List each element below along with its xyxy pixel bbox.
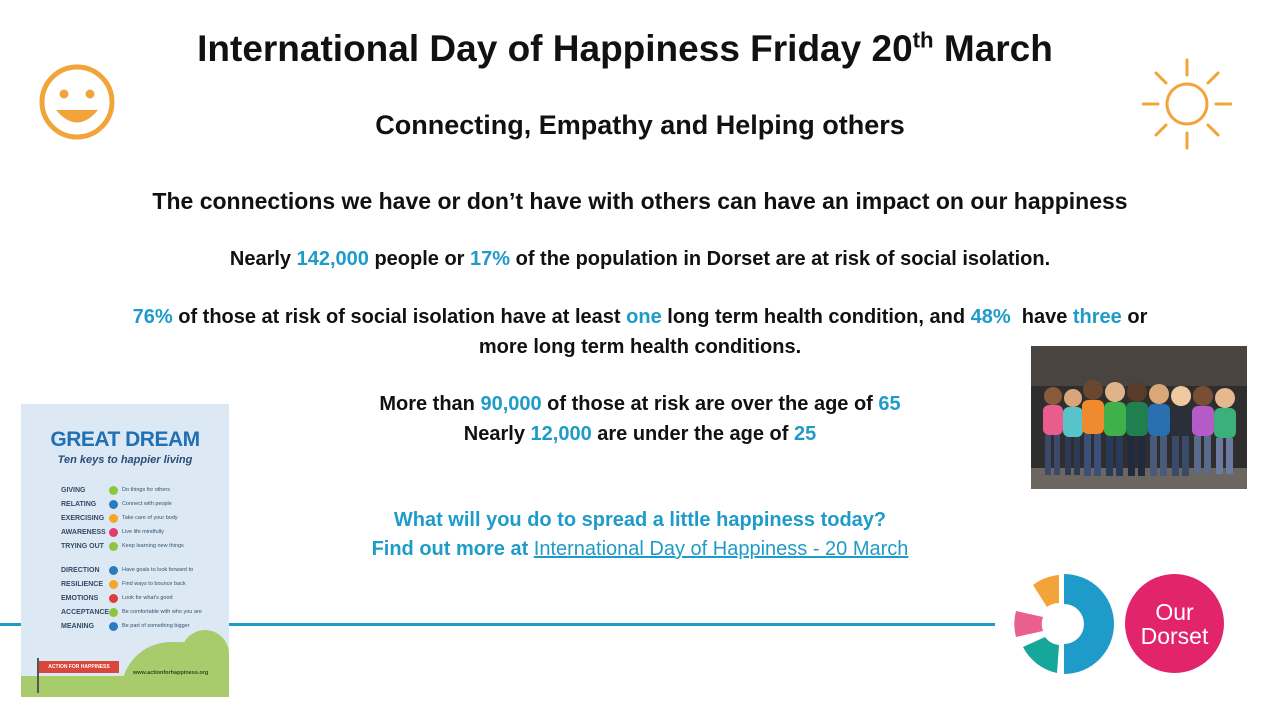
poster-key-name: TRYING OUT xyxy=(61,542,104,550)
poster-key-icon xyxy=(109,542,118,551)
poster-key-desc: Keep learning new things xyxy=(122,543,184,549)
poster-key-name: EMOTIONS xyxy=(61,594,99,602)
logo-text-line2: Dorset xyxy=(1140,622,1209,649)
stat2-number-1: 76% xyxy=(132,306,173,328)
title-end: March xyxy=(933,28,1053,69)
poster-key-row xyxy=(61,540,184,552)
poster-url: www.actionforhappiness.org xyxy=(133,670,209,676)
poster-flag: ACTION FOR HAPPINESS xyxy=(39,661,119,673)
stat4-number-1: 12,000 xyxy=(530,423,592,445)
poster-key-desc: Do things for others xyxy=(122,487,170,493)
great-dream-poster-image xyxy=(21,404,229,697)
title-main: International Day of Happiness Friday 20 xyxy=(197,28,913,69)
poster-key-row xyxy=(61,512,178,524)
poster-key-icon xyxy=(109,486,118,495)
divider-line-left xyxy=(0,623,22,626)
stat2-text-4: or xyxy=(1121,306,1148,328)
our-dorset-logo xyxy=(1125,574,1224,673)
poster-key-name: RELATING xyxy=(61,500,97,508)
poster-key-desc: Connect with people xyxy=(122,501,172,507)
poster-subtitle: Ten keys to happier living xyxy=(57,454,193,466)
stat3-text-1: More than xyxy=(379,393,481,415)
stat-health-conditions-line2: more long term health conditions. xyxy=(478,336,802,358)
stat4-text-2: are under the age of xyxy=(591,423,794,445)
stat4-text-1: Nearly xyxy=(463,423,531,445)
poster-key-desc: Be comfortable with who you are xyxy=(122,609,202,615)
poster-key-desc: Live life mindfully xyxy=(122,529,164,535)
divider-line-right xyxy=(229,623,995,626)
poster-key-row xyxy=(61,498,172,510)
poster-title: GREAT DREAM xyxy=(50,428,200,451)
poster-key-icon xyxy=(109,580,118,589)
poster-key-icon xyxy=(109,514,118,523)
poster-key-icon xyxy=(109,566,118,575)
happiness-day-link[interactable]: International Day of Happiness - 20 March xyxy=(533,538,909,560)
our-dorset-ring-logo xyxy=(1013,573,1115,680)
poster-key-row xyxy=(61,484,170,496)
stat2-number-2: one xyxy=(626,306,662,328)
cta-prefix: Find out more at xyxy=(371,538,534,560)
stat1-text-3: of the population in Dorset are at risk of social isolation. xyxy=(510,248,1051,270)
poster-key-name: DIRECTION xyxy=(61,566,100,574)
poster-key-name: ACCEPTANCE xyxy=(61,608,110,616)
poster-key-name: AWARENESS xyxy=(61,528,106,536)
poster-key-row xyxy=(61,564,193,576)
poster-key-desc: Find ways to bounce back xyxy=(122,581,186,587)
stat4-number-2: 25 xyxy=(793,423,817,445)
stat1-text-2: people or xyxy=(368,248,471,270)
poster-key-name: RESILIENCE xyxy=(61,580,104,588)
children-group-photo xyxy=(1031,346,1247,489)
poster-key-row xyxy=(61,578,186,590)
poster-key-desc: Be part of something bigger xyxy=(122,623,190,629)
poster-key-name: GIVING xyxy=(61,486,86,494)
poster-key-icon xyxy=(109,608,118,617)
stat3-text-2: of those at risk are over the age of xyxy=(541,393,879,415)
poster-ground-shape xyxy=(21,676,229,697)
stat3-number-2: 65 xyxy=(878,393,901,415)
poster-key-name: MEANING xyxy=(61,622,95,630)
poster-key-row xyxy=(61,592,173,604)
poster-key-desc: Look for what's good xyxy=(122,595,173,601)
poster-key-desc: Take care of your body xyxy=(122,515,178,521)
title-sup: th xyxy=(912,27,934,53)
stat2-number-4: three xyxy=(1072,306,1122,328)
stat-health-conditions xyxy=(0,306,1280,329)
poster-key-icon xyxy=(109,594,118,603)
stat2-text-3: have xyxy=(1010,306,1073,328)
stat1-number-1: 142,000 xyxy=(296,248,369,270)
stat1-number-2: 17% xyxy=(470,248,511,270)
intro-text: The connections we have or don’t have with others can have an impact on our happiness xyxy=(152,188,1128,214)
stat-population xyxy=(0,248,1280,271)
poster-key-row xyxy=(61,526,164,538)
stat2-text-1: of those at risk of social isolation have at least xyxy=(172,306,627,328)
page-subtitle: Connecting, Empathy and Helping others xyxy=(375,110,905,140)
poster-key-desc: Have goals to look forward to xyxy=(122,567,194,573)
poster-key-name: EXERCISING xyxy=(61,514,105,522)
poster-key-row xyxy=(61,606,202,618)
stat2-text-2: long term health condition, and xyxy=(661,306,971,328)
poster-key-icon xyxy=(109,622,118,631)
stat1-text-1: Nearly xyxy=(229,248,297,270)
page-title xyxy=(0,28,1250,70)
poster-key-row xyxy=(61,620,190,632)
stat3-number-1: 90,000 xyxy=(480,393,542,415)
poster-key-icon xyxy=(109,500,118,509)
poster-key-icon xyxy=(109,528,118,537)
stat2-number-3: 48% xyxy=(970,306,1011,328)
cta-question: What will you do to spread a little happiness today? xyxy=(393,509,887,531)
logo-text-line1: Our xyxy=(1155,598,1194,625)
